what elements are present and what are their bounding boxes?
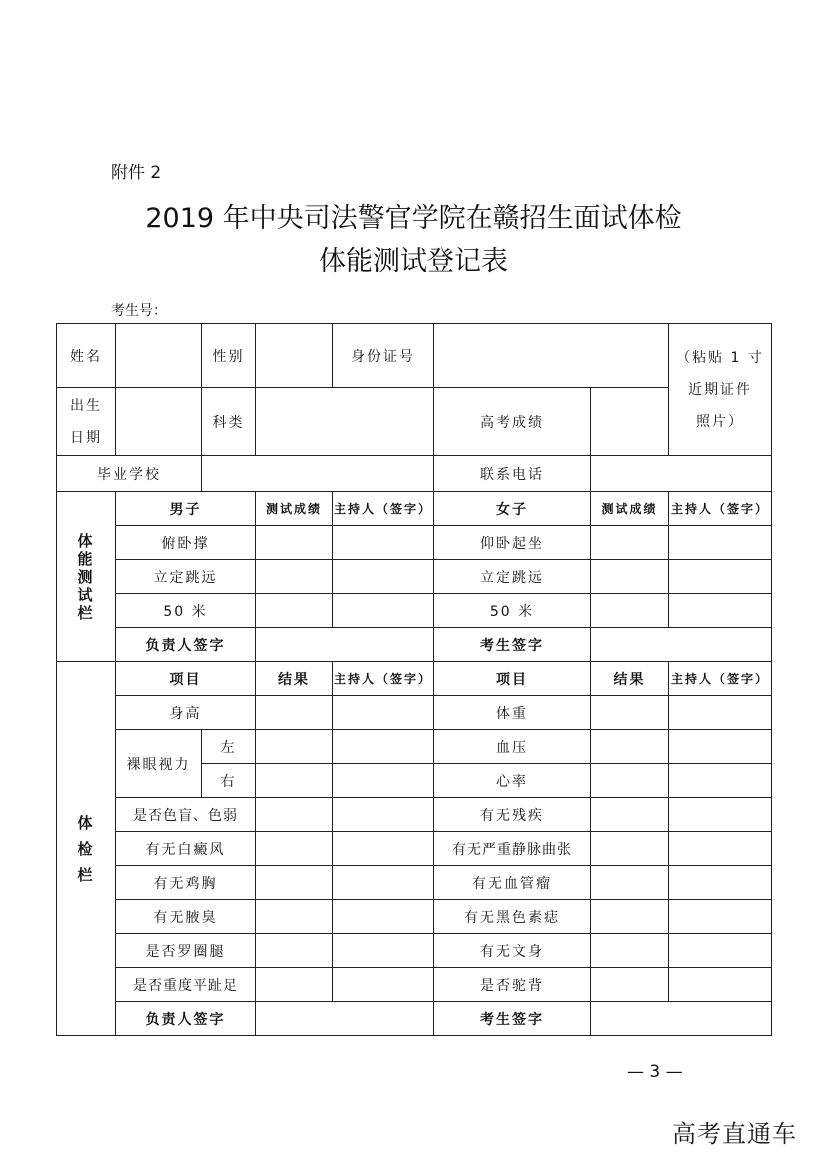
medical-candidate-sign-label: 考生签字 (434, 1002, 591, 1036)
medical-item-right: 有无血管瘤 (434, 866, 591, 900)
vision-left-label: 左 (202, 730, 256, 764)
result-cell[interactable] (256, 730, 333, 764)
medical-item-left: 是否色盲、色弱 (116, 798, 256, 832)
fitness-leader-sign-label: 负责人签字 (116, 628, 256, 662)
gender-field[interactable] (256, 324, 333, 388)
host-cell[interactable] (669, 560, 772, 594)
medical-item-left: 是否罗圈腿 (116, 934, 256, 968)
id-number-label: 身份证号 (333, 324, 434, 388)
photo-line: 照片） (696, 413, 744, 430)
score-cell[interactable] (591, 560, 669, 594)
result-cell[interactable] (256, 968, 333, 1002)
male-host-header: 主持人（签字） (333, 492, 434, 526)
result-cell[interactable] (256, 832, 333, 866)
medical-host-header-right: 主持人（签字） (669, 662, 772, 696)
host-cell[interactable] (669, 526, 772, 560)
medical-item-right: 体重 (434, 696, 591, 730)
host-cell[interactable] (669, 764, 772, 798)
medical-item-left: 有无白癜风 (116, 832, 256, 866)
host-cell[interactable] (669, 730, 772, 764)
attachment-label: 附件 2 (111, 163, 162, 183)
result-cell[interactable] (256, 696, 333, 730)
medical-candidate-sign-field[interactable] (591, 1002, 772, 1036)
result-cell[interactable] (256, 798, 333, 832)
host-cell[interactable] (669, 798, 772, 832)
medical-item-left: 是否重度平趾足 (116, 968, 256, 1002)
birth-date-field[interactable] (116, 388, 202, 456)
fitness-candidate-sign-field[interactable] (591, 628, 772, 662)
school-label: 毕业学校 (57, 456, 202, 492)
medical-item-right: 有无黑色素痣 (434, 900, 591, 934)
female-score-header: 测试成绩 (591, 492, 669, 526)
page-number: — 3 — (627, 1062, 683, 1082)
result-cell[interactable] (256, 900, 333, 934)
gender-label: 性别 (202, 324, 256, 388)
result-cell[interactable] (591, 968, 669, 1002)
medical-item-right: 心率 (434, 764, 591, 798)
host-cell[interactable] (669, 832, 772, 866)
female-item: 立定跳远 (434, 560, 591, 594)
host-cell[interactable] (669, 934, 772, 968)
result-cell[interactable] (591, 798, 669, 832)
male-score-header: 测试成绩 (256, 492, 333, 526)
female-host-header: 主持人（签字） (669, 492, 772, 526)
result-cell[interactable] (591, 832, 669, 866)
host-cell[interactable] (333, 798, 434, 832)
form-title-line1: 2019 年中央司法警官学院在赣招生面试体检 (145, 203, 682, 234)
host-cell[interactable] (333, 696, 434, 730)
birth-date-label: 出生 日期 (57, 388, 116, 456)
host-cell[interactable] (333, 730, 434, 764)
male-item: 俯卧撑 (116, 526, 256, 560)
host-cell[interactable] (333, 526, 434, 560)
medical-leader-sign-field[interactable] (256, 1002, 434, 1036)
exam-number-label: 考生号： (111, 303, 167, 319)
male-item: 立定跳远 (116, 560, 256, 594)
medical-result-header: 结果 (256, 662, 333, 696)
score-cell[interactable] (591, 594, 669, 628)
vision-right-label: 右 (202, 764, 256, 798)
score-cell[interactable] (256, 594, 333, 628)
photo-line: 近期证件 (688, 381, 752, 398)
score-cell[interactable] (256, 526, 333, 560)
fitness-section-label: 体 能 测 试 栏 (57, 492, 116, 662)
medical-result-header-right: 结果 (591, 662, 669, 696)
host-cell[interactable] (669, 968, 772, 1002)
subject-field[interactable] (256, 388, 434, 456)
registration-form-table (56, 323, 772, 1036)
phone-field[interactable] (591, 456, 772, 492)
female-item: 仰卧起坐 (434, 526, 591, 560)
host-cell[interactable] (333, 934, 434, 968)
medical-item-left: 有无鸡胸 (116, 866, 256, 900)
female-item: 50 米 (434, 594, 591, 628)
result-cell[interactable] (591, 696, 669, 730)
result-cell[interactable] (591, 934, 669, 968)
phone-label: 联系电话 (434, 456, 591, 492)
host-cell[interactable] (333, 560, 434, 594)
photo-box[interactable] (669, 324, 772, 456)
medical-item-left: 有无腋臭 (116, 900, 256, 934)
medical-host-header: 主持人（签字） (333, 662, 434, 696)
subject-label: 科类 (202, 388, 256, 456)
score-cell[interactable] (256, 560, 333, 594)
host-cell[interactable] (333, 594, 434, 628)
medical-item-header-right: 项目 (434, 662, 591, 696)
host-cell[interactable] (333, 968, 434, 1002)
medical-item-right: 有无残疾 (434, 798, 591, 832)
gaokao-score-label: 高考成绩 (434, 388, 591, 456)
fitness-candidate-sign-label: 考生签字 (434, 628, 591, 662)
medical-item-right: 有无严重静脉曲张 (434, 832, 591, 866)
host-cell[interactable] (669, 900, 772, 934)
name-field[interactable] (116, 324, 202, 388)
male-header: 男子 (116, 492, 256, 526)
score-cell[interactable] (591, 526, 669, 560)
host-cell[interactable] (669, 696, 772, 730)
host-cell[interactable] (669, 866, 772, 900)
medical-item-right: 有无文身 (434, 934, 591, 968)
gaokao-score-field[interactable] (591, 388, 669, 456)
form-title-line2: 体能测试登记表 (319, 246, 508, 277)
vision-label: 裸眼视力 (116, 730, 202, 798)
medical-item-right: 血压 (434, 730, 591, 764)
medical-leader-sign-label: 负责人签字 (116, 1002, 256, 1036)
host-cell[interactable] (333, 900, 434, 934)
fitness-leader-sign-field[interactable] (256, 628, 434, 662)
watermark-text: 高考直通车 (672, 1120, 797, 1148)
id-number-field[interactable] (434, 324, 669, 388)
result-cell[interactable] (256, 764, 333, 798)
result-cell[interactable] (591, 730, 669, 764)
result-cell[interactable] (591, 866, 669, 900)
result-cell[interactable] (591, 900, 669, 934)
host-cell[interactable] (333, 832, 434, 866)
result-cell[interactable] (591, 764, 669, 798)
height-label: 身高 (116, 696, 256, 730)
result-cell[interactable] (256, 934, 333, 968)
host-cell[interactable] (669, 594, 772, 628)
name-label: 姓名 (57, 324, 116, 388)
female-header: 女子 (434, 492, 591, 526)
male-item: 50 米 (116, 594, 256, 628)
result-cell[interactable] (256, 866, 333, 900)
medical-section-label: 体 检 栏 (57, 662, 116, 1036)
medical-item-header: 项目 (116, 662, 256, 696)
host-cell[interactable] (333, 764, 434, 798)
photo-line: （粘贴 1 寸 (676, 349, 764, 366)
school-field[interactable] (202, 456, 434, 492)
host-cell[interactable] (333, 866, 434, 900)
medical-item-right: 是否驼背 (434, 968, 591, 1002)
